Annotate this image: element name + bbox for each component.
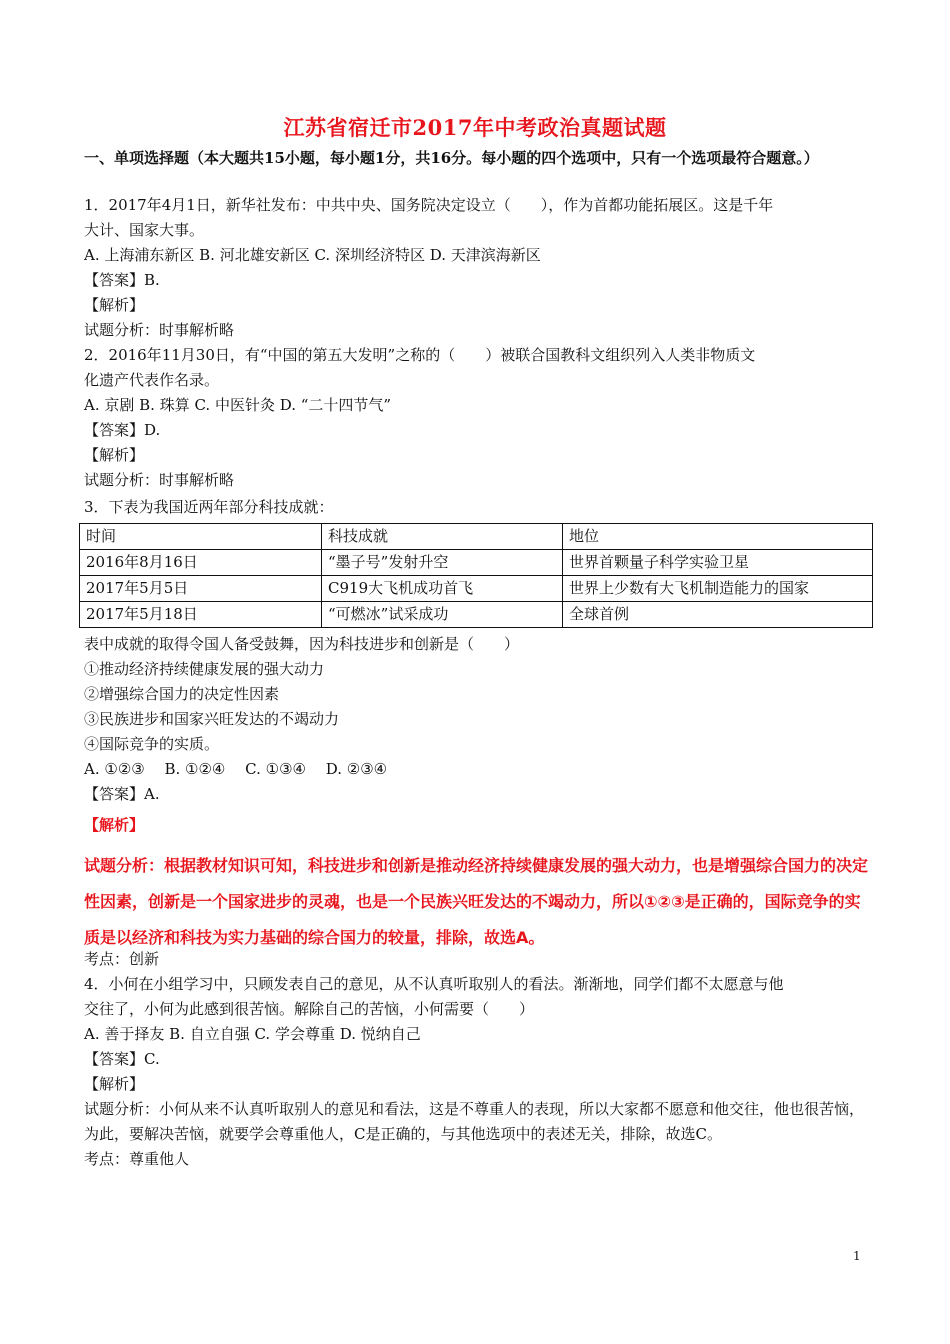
table-header-cell: 时间 [80,524,322,550]
question-stem-cont: 化遗产代表作名录。 [84,371,220,389]
table-cell: C919大飞机成功首飞 [322,576,563,602]
question-3-point [84,947,872,972]
table-header-cell: 地位 [563,524,873,550]
achievements-table [79,523,873,628]
statement-item: ③民族进步和国家兴旺发达的不竭动力 [84,710,340,728]
analysis-label: 【解析】 [84,446,145,464]
analysis-label: 【解析】 [84,816,145,834]
page-number: 1 [853,1249,861,1263]
answer: 【答案】A. [84,785,160,803]
table-row [80,550,873,576]
question-options: A. 京剧 B. 珠算 C. 中医针灸 D. “二十四节气” [84,396,392,414]
question-options: A. 上海浦东新区 B. 河北雄安新区 C. 深圳经济特区 D. 天津滨海新区 [84,246,541,264]
question-3-stem [84,495,872,520]
page-title: 江苏省宿迁市2017年中考政治真题试题 [283,115,667,140]
table-cell: 2016年8月16日 [80,550,322,576]
table-row [80,602,873,628]
table-header-row [80,524,873,550]
table-cell: “墨子号”发射升空 [322,550,563,576]
table-cell: 世界首颗量子科学实验卫星 [563,550,873,576]
table-cell: “可燃冰”试采成功 [322,602,563,628]
analysis-text: 试题分析：时事解析略 [84,321,235,339]
answer: 【答案】D. [84,421,161,439]
question-options: A. ①②③ B. ①②④ C. ①③④ D. ②③④ [84,760,388,778]
knowledge-point: 考点：创新 [84,950,160,968]
statement-item: ②增强综合国力的决定性因素 [84,685,280,703]
question-prompt: 表中成就的取得令国人备受鼓舞，因为科技进步和创新是（ ） [84,635,520,653]
table-cell: 全球首例 [563,602,873,628]
analysis-text: 试题分析：小何从来不认真听取别人的意见和看法，这是不尊重人的表现，所以大家都不愿意和他交往，他也很苦恼，为此，要解决苦恼，就要学会尊重他人，C是正确的，与其他选项中的表述无关，排除，故选C。 [84,1100,865,1143]
knowledge-point: 考点：尊重他人 [84,1150,190,1168]
question-stem: 3．下表为我国近两年部分科技成就： [84,498,334,516]
section-heading: 一、单项选择题（本大题共15小题，每小题1分，共16分。每小题的四个选项中，只有一个选项最符合题意。） [84,149,819,167]
question-4 [84,972,872,1172]
statement-item: ①推动经济持续健康发展的强大动力 [84,660,325,678]
answer: 【答案】C. [84,1050,160,1068]
question-stem: 4．小何在小组学习中，只顾发表自己的意见，从不认真听取别人的看法。渐渐地，同学们都不太愿意与他 [84,975,784,993]
question-stem-cont: 大计、国家大事。 [84,221,205,239]
table-header-cell: 科技成就 [322,524,563,550]
question-stem-cont: 交往了，小何为此感到很苦恼。解除自己的苦恼，小何需要（ ） [84,1000,535,1018]
question-options: A. 善于择友 B. 自立自强 C. 学会尊重 D. 悦纳自己 [84,1025,421,1043]
question-2 [84,343,872,493]
table-cell: 世界上少数有大飞机制造能力的国家 [563,576,873,602]
table-cell: 2017年5月5日 [80,576,322,602]
answer: 【答案】B. [84,271,160,289]
question-1 [84,193,872,343]
statement-item: ④国际竞争的实质。 [84,735,220,753]
question-stem: 1．2017年4月1日，新华社发布：中共中央、国务院决定设立（ ），作为首都功能拓展区。这是千年 [84,196,774,214]
question-stem: 2．2016年11月30日，有“中国的第五大发明”之称的（ ）被联合国教科文组织列入人类非物质文 [84,346,756,364]
question-3-body [84,632,872,838]
analysis-text: 试题分析：时事解析略 [84,471,235,489]
analysis-label: 【解析】 [84,296,145,314]
table-row [80,576,873,602]
analysis-label: 【解析】 [84,1075,145,1093]
table-cell: 2017年5月18日 [80,602,322,628]
analysis-text-highlighted: 试题分析：根据教材知识可知，科技进步和创新是推动经济持续健康发展的强大动力，也是增强综合国力的决定性因素，创新是一个国家进步的灵魂，也是一个民族兴旺发达的不竭动力，所以①②③是正确的，国际竞争的实质是以经济和科技为实力基础的综合国力的较量，排除，故选A。 [84,856,869,947]
